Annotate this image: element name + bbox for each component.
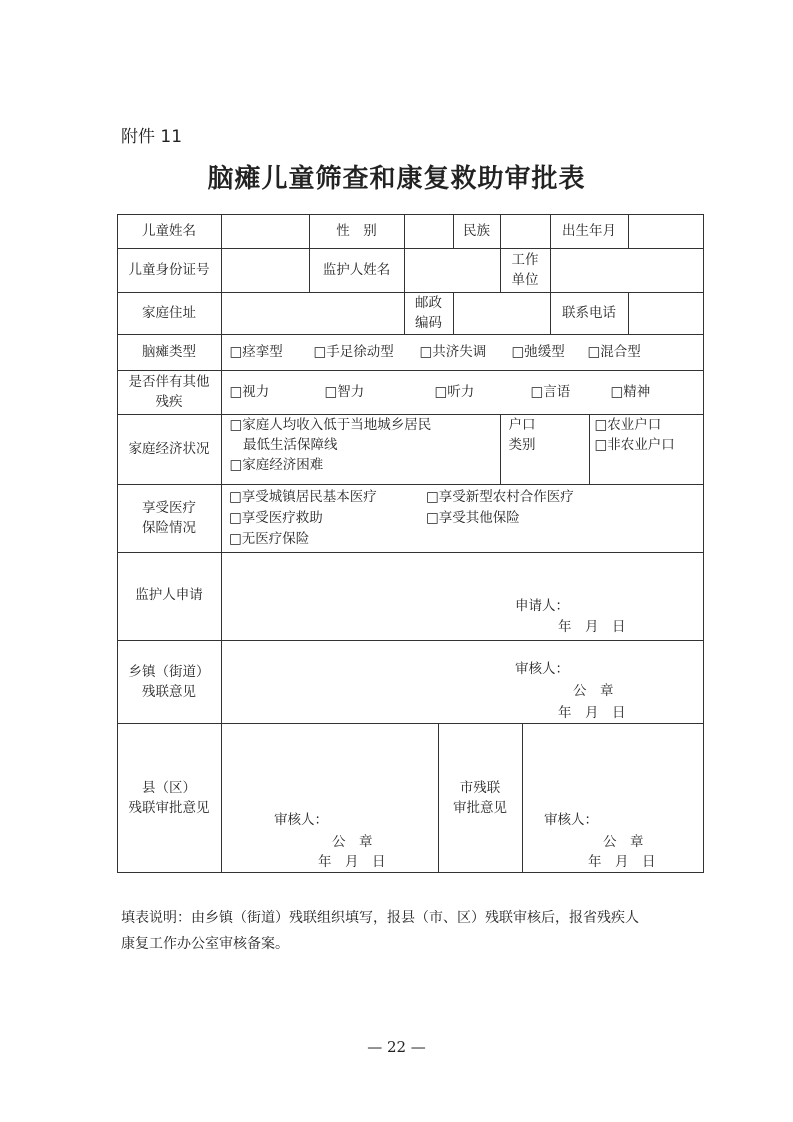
postcode-field[interactable] [453, 292, 551, 335]
label-county-opinion [117, 723, 222, 873]
seal-label: 公 章 [573, 683, 614, 699]
seal-label: 公 章 [603, 834, 644, 850]
label-hukou [500, 414, 590, 485]
note-line-2: 康复工作办公室审核备案。 [121, 936, 289, 952]
economy-option-low-income-cont: 最低生活保障线 [229, 436, 338, 453]
hukou-option[interactable]: □农业户口 [594, 416, 662, 433]
label-work-unit [500, 248, 551, 293]
guardian-apply-field[interactable] [221, 552, 704, 641]
work-unit-field[interactable] [550, 248, 704, 293]
label-postcode-1: 邮政 [415, 295, 442, 311]
label-town-opinion [117, 640, 222, 724]
disability-option[interactable]: □言语 [530, 384, 571, 400]
label-hukou-2: 类别 [508, 436, 536, 453]
label-county-1: 县（区） [142, 779, 196, 796]
label-other-disability-1: 是否伴有其他 [128, 374, 210, 390]
reviewer-label: 审核人： [515, 661, 569, 677]
disability-option[interactable]: □视力 [229, 384, 270, 400]
label-town-1: 乡镇（街道） [128, 663, 210, 680]
label-guardian-name: 监护人姓名 [309, 248, 405, 293]
birth-field[interactable] [628, 214, 704, 249]
child-name-field[interactable] [221, 214, 310, 249]
label-insurance [117, 484, 222, 553]
hukou-option[interactable]: □非农业户口 [594, 436, 675, 453]
town-opinion-field[interactable] [221, 640, 704, 724]
form-title: 脑瘫儿童筛查和康复救助审批表 [207, 164, 586, 194]
date-label: 年 月 日 [588, 854, 656, 870]
label-child-name: 儿童姓名 [117, 214, 222, 249]
cp-type-option[interactable]: □手足徐动型 [313, 344, 394, 360]
insurance-option[interactable]: □享受医疗救助 [229, 510, 323, 526]
seal-label: 公 章 [332, 834, 373, 850]
label-cp-type: 脑瘫类型 [117, 334, 222, 371]
label-city-1: 市残联 [459, 779, 501, 796]
label-work-unit-2: 单位 [511, 272, 539, 288]
label-birth: 出生年月 [550, 214, 629, 249]
label-address: 家庭住址 [117, 292, 222, 335]
hukou-options [589, 414, 704, 485]
cp-type-option[interactable]: □混合型 [587, 344, 641, 360]
insurance-option[interactable]: □享受城镇居民基本医疗 [229, 489, 377, 505]
cp-type-option[interactable]: □共济失调 [419, 344, 487, 360]
date-label: 年 月 日 [558, 705, 626, 721]
other-disability-options [221, 370, 704, 415]
address-field[interactable] [221, 292, 405, 335]
label-ethnicity: 民族 [453, 214, 501, 249]
page-number: — 22 — [367, 1038, 426, 1056]
cp-type-option[interactable]: □痉挛型 [229, 344, 283, 360]
label-work-unit-1: 工作 [511, 252, 539, 268]
label-insurance-1: 享受医疗 [142, 500, 196, 516]
date-label: 年 月 日 [558, 619, 626, 635]
county-opinion-field[interactable] [221, 723, 439, 873]
label-county-2: 残联审批意见 [128, 799, 210, 816]
disability-option[interactable]: □精神 [610, 384, 651, 400]
label-insurance-2: 保险情况 [142, 520, 196, 536]
economy-option-low-income[interactable]: □家庭人均收入低于当地城乡居民 [229, 416, 432, 433]
label-town-2: 残联意见 [142, 683, 196, 700]
economy-option-difficulty[interactable]: □家庭经济困难 [229, 456, 324, 473]
child-id-field[interactable] [221, 248, 310, 293]
guardian-name-field[interactable] [404, 248, 501, 293]
label-hukou-1: 户口 [508, 416, 536, 433]
label-other-disability-2: 残疾 [155, 394, 183, 410]
disability-option[interactable]: □听力 [434, 384, 475, 400]
label-phone: 联系电话 [550, 292, 629, 335]
label-gender: 性 别 [309, 214, 405, 249]
ethnicity-field[interactable] [500, 214, 551, 249]
note-line-1: 填表说明：由乡镇（街道）残联组织填写，报县（市、区）残联审核后，报省残疾人 [121, 910, 639, 926]
insurance-option[interactable]: □无医疗保险 [229, 531, 310, 547]
cp-type-options [221, 334, 704, 371]
applicant-label: 申请人： [515, 598, 569, 614]
cp-type-option[interactable]: □弛缓型 [511, 344, 565, 360]
reviewer-label: 审核人： [274, 812, 328, 828]
disability-option[interactable]: □智力 [324, 384, 365, 400]
label-postcode [404, 292, 454, 335]
label-city-2: 审批意见 [453, 799, 507, 816]
date-label: 年 月 日 [318, 854, 386, 870]
phone-field[interactable] [628, 292, 704, 335]
label-city-opinion [438, 723, 523, 873]
label-other-disability [117, 370, 222, 415]
label-postcode-2: 编码 [415, 315, 442, 331]
filling-note [121, 905, 681, 957]
label-guardian-apply: 监护人申请 [117, 552, 222, 641]
reviewer-label: 审核人： [544, 812, 598, 828]
annex-label: 附件 11 [121, 127, 183, 147]
insurance-option[interactable]: □享受新型农村合作医疗 [426, 489, 574, 505]
gender-field[interactable] [404, 214, 454, 249]
insurance-option[interactable]: □享受其他保险 [426, 510, 520, 526]
label-economy: 家庭经济状况 [117, 414, 222, 485]
label-child-id: 儿童身份证号 [117, 248, 222, 293]
economy-options [221, 414, 501, 485]
